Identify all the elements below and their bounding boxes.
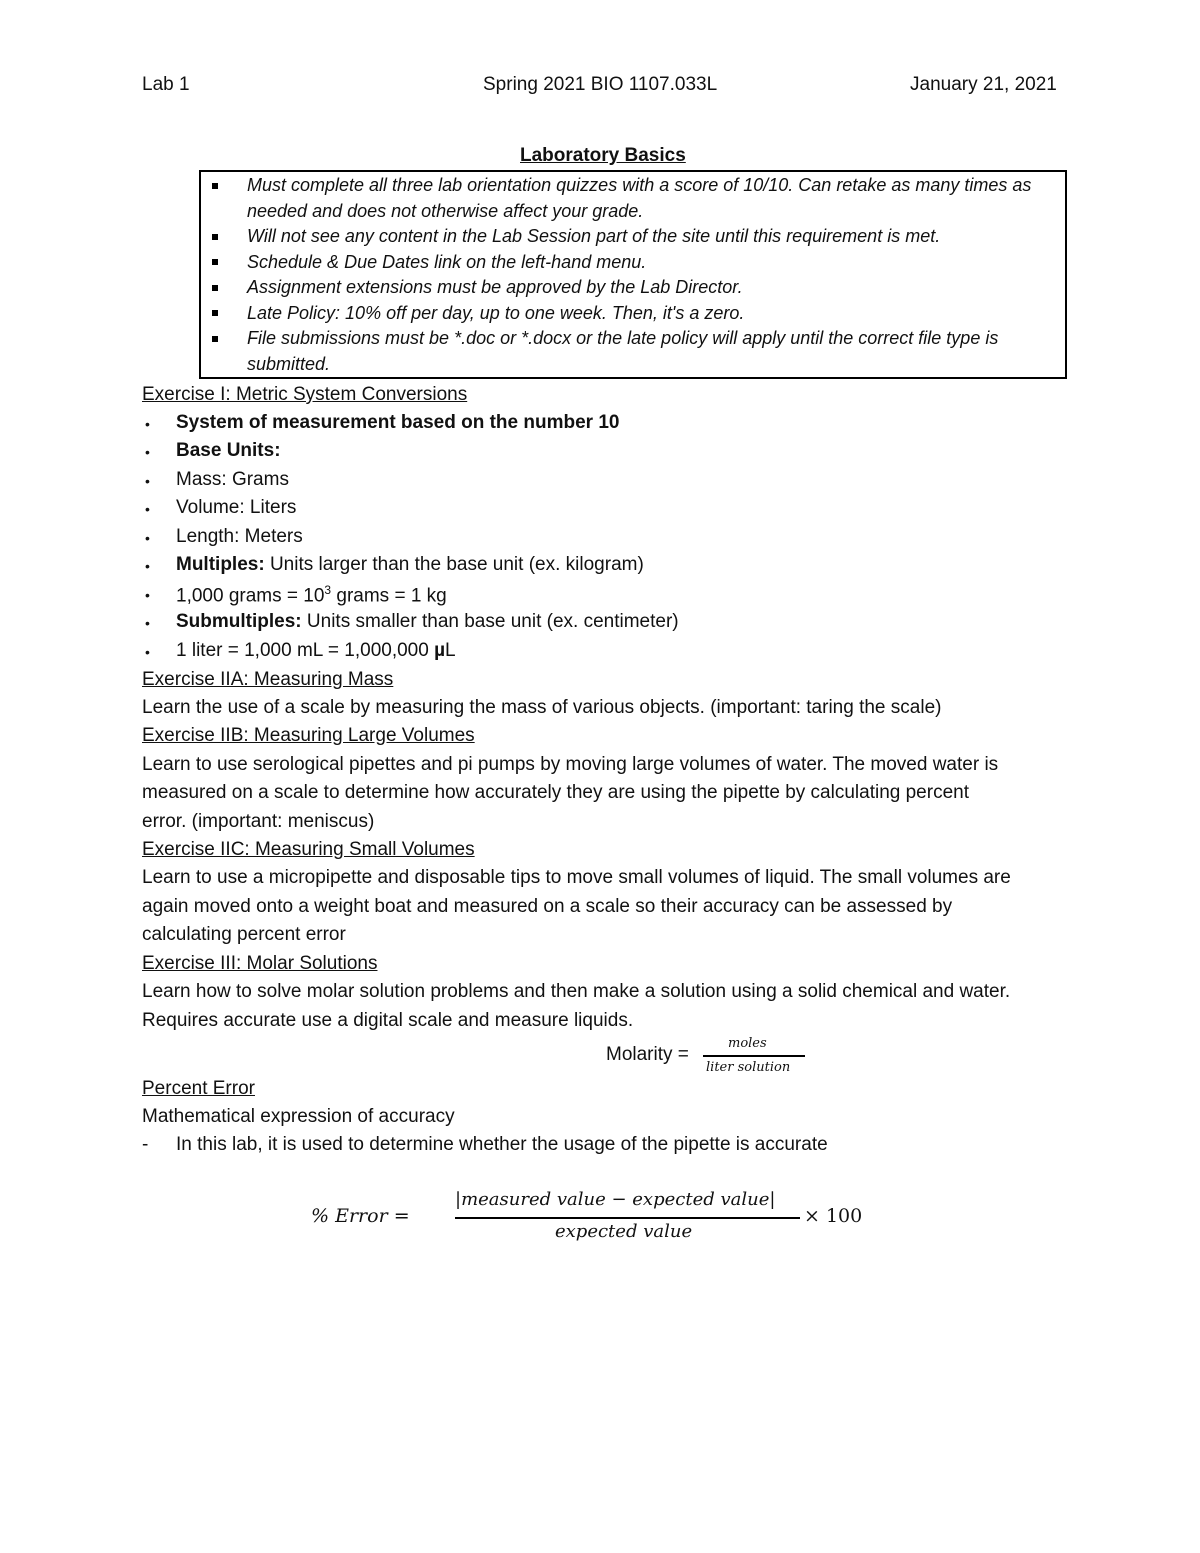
paragraph-line: calculating percent error (142, 924, 346, 945)
list-item: System of measurement based on the number 10 (176, 412, 620, 433)
molarity-numerator: moles (728, 1036, 767, 1051)
bullet-dot-icon: • (145, 644, 150, 660)
list-item: Length: Meters (176, 526, 303, 547)
list-item: Volume: Liters (176, 497, 297, 518)
bullet-dot-icon: • (145, 473, 150, 489)
section-heading: Exercise IIC: Measuring Small Volumes (142, 839, 475, 860)
bullet-dot-icon: • (145, 615, 150, 631)
dash-marker: - (142, 1134, 149, 1155)
mu-symbol: µ (434, 640, 446, 661)
bullet-square-icon (212, 183, 218, 189)
percent-error-denominator: expected value (555, 1221, 693, 1242)
paragraph-line: Learn to use serological pipettes and pi pumps by moving large volumes of water. The moved water is (142, 754, 999, 775)
header-right: January 21, 2021 (910, 74, 1057, 95)
percent-error-numerator: |measured value − expected value| (455, 1189, 776, 1210)
paragraph-line: Learn the use of a scale by measuring the mass of various objects. (important: taring the scale) (142, 697, 942, 718)
list-item (176, 611, 679, 633)
percent-error-lhs: % Error = (311, 1205, 410, 1227)
section-heading: Exercise IIA: Measuring Mass (142, 669, 394, 690)
percent-error-rhs: × 100 (804, 1205, 863, 1227)
bullet-square-icon (212, 336, 218, 342)
superscript: 3 (324, 583, 332, 597)
note-line: Schedule & Due Dates link on the left-hand menu. (247, 252, 647, 272)
paragraph-line: error. (important: meniscus) (142, 811, 375, 832)
bullet-dot-icon: • (145, 530, 150, 546)
bullet-dot-icon: • (145, 416, 150, 432)
list-item: Base Units: (176, 440, 281, 461)
fraction-bar (455, 1217, 800, 1219)
molarity-formula-lhs: Molarity = (606, 1044, 689, 1065)
paragraph-line: measured on a scale to determine how accurately they are using the pipette by calculating percent (142, 782, 969, 803)
note-line: File submissions must be *.doc or *.docx or the late policy will apply until the correct file type is (247, 328, 999, 348)
header-center: Spring 2021 BIO 1107.033L (483, 74, 718, 95)
list-item-text: Units smaller than base unit (ex. centimeter) (301, 611, 679, 632)
list-item (176, 640, 456, 662)
note-line: submitted. (247, 354, 331, 374)
list-item-text: grams = 1 kg (331, 585, 447, 607)
list-item: Mass: Grams (176, 469, 289, 490)
note-line: Will not see any content in the Lab Session part of the site until this requirement is met. (247, 226, 941, 246)
paragraph-line: Learn to use a micropipette and disposable tips to move small volumes of liquid. The small volumes are (142, 867, 1011, 888)
page-title: Laboratory Basics (520, 145, 686, 166)
bullet-dot-icon: • (145, 501, 150, 517)
note-line: Assignment extensions must be approved by the Lab Director. (247, 277, 743, 297)
list-item-text: Units larger than the base unit (ex. kilogram) (264, 554, 644, 575)
section-heading: Exercise I: Metric System Conversions (142, 384, 468, 405)
list-item-bold: Submultiples: (176, 611, 302, 632)
paragraph-line: Mathematical expression of accuracy (142, 1106, 455, 1127)
paragraph-line: again moved onto a weight boat and measured on a scale so their accuracy can be assessed by (142, 896, 953, 917)
paragraph-line: Requires accurate use a digital scale and measure liquids. (142, 1010, 634, 1031)
list-item (176, 554, 644, 576)
bullet-dot-icon: • (145, 444, 150, 460)
bullet-square-icon (212, 310, 218, 316)
bullet-dot-icon: • (145, 587, 150, 603)
section-heading: Percent Error (142, 1078, 255, 1099)
list-item-text: L (445, 640, 456, 661)
list-item-text: 1 liter = 1,000 mL = 1,000,000 (176, 640, 435, 661)
bullet-square-icon (212, 285, 218, 291)
section-heading: Exercise IIB: Measuring Large Volumes (142, 725, 475, 746)
list-item-text: 1,000 grams = 10 (176, 585, 325, 607)
note-line: needed and does not otherwise affect your grade. (247, 201, 644, 221)
list-item (176, 583, 447, 607)
note-line: Must complete all three lab orientation quizzes with a score of 10/10. Can retake as many times as (247, 175, 1032, 195)
paragraph-line: In this lab, it is used to determine whether the usage of the pipette is accurate (176, 1134, 828, 1155)
bullet-square-icon (212, 234, 218, 240)
paragraph-line: Learn how to solve molar solution problems and then make a solution using a solid chemical and water. (142, 981, 1011, 1002)
header-left: Lab 1 (142, 74, 190, 95)
note-line: Late Policy: 10% off per day, up to one week. Then, it's a zero. (247, 303, 745, 323)
bullet-square-icon (212, 259, 218, 265)
section-heading: Exercise III: Molar Solutions (142, 953, 378, 974)
bullet-dot-icon: • (145, 558, 150, 574)
list-item-bold: Multiples: (176, 554, 265, 575)
molarity-denominator: liter solution (706, 1060, 791, 1075)
fraction-bar (703, 1055, 805, 1057)
